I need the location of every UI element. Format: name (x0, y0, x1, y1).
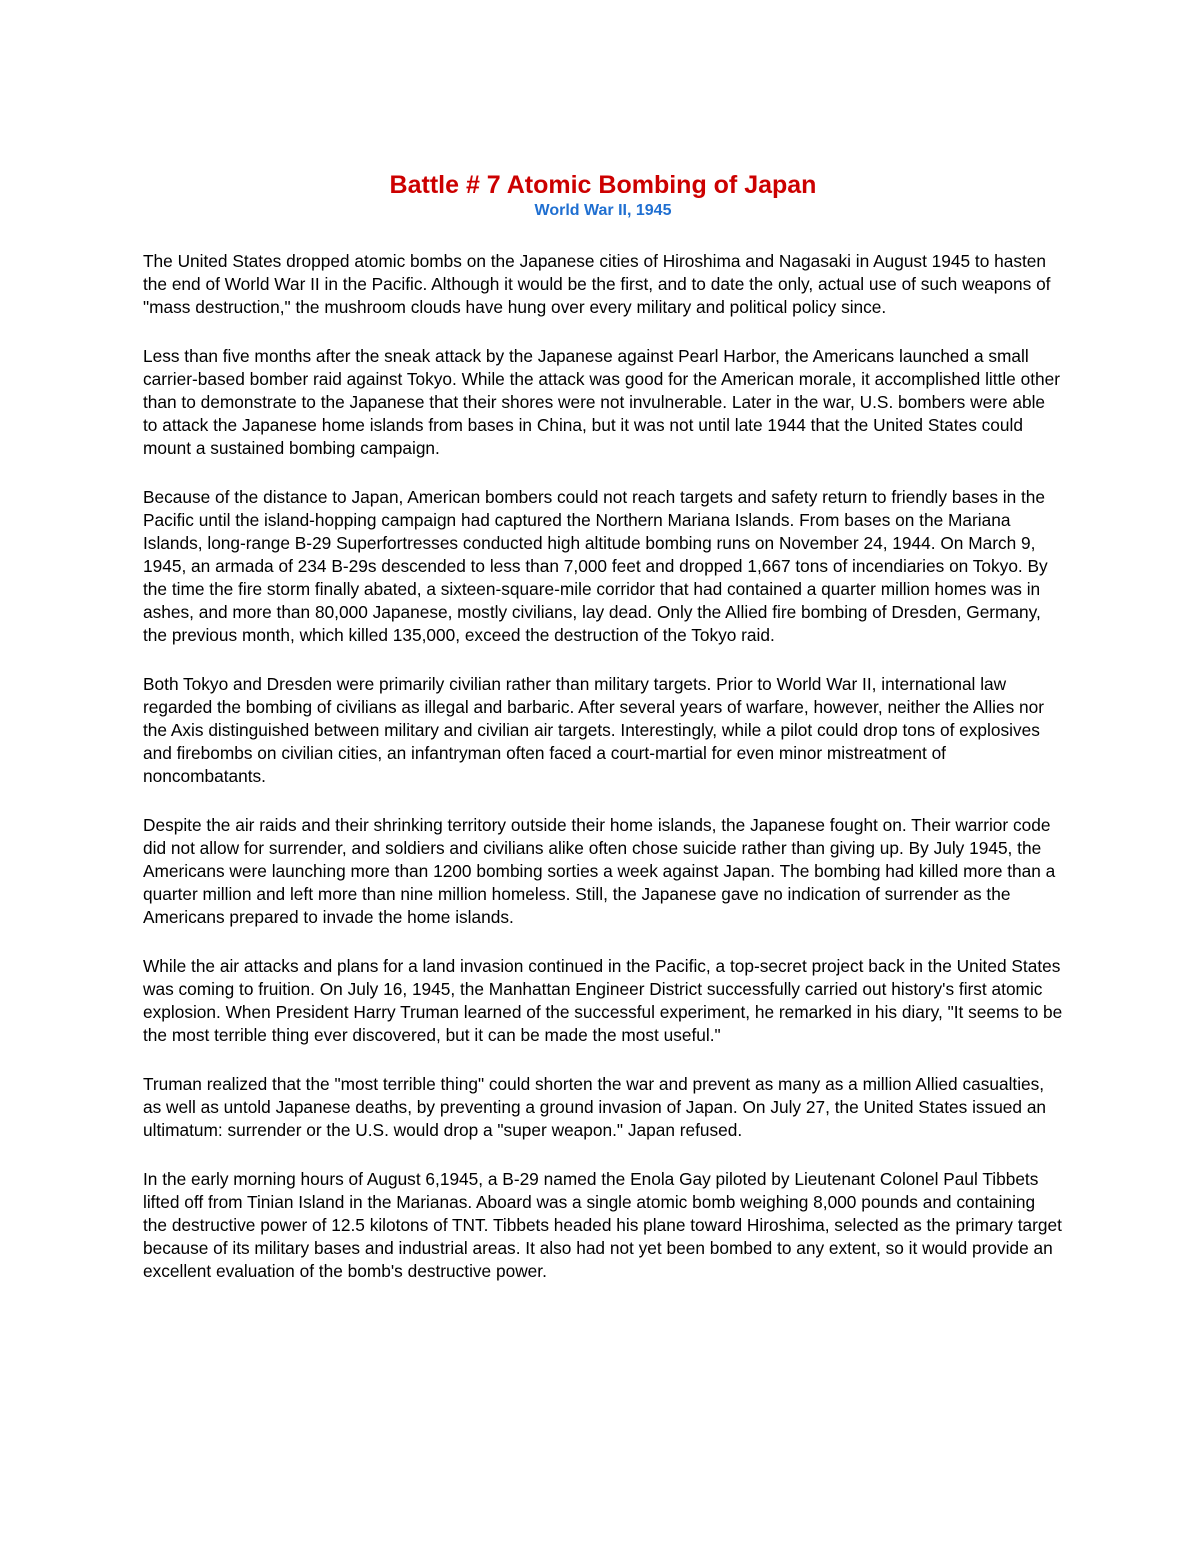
paragraph: In the early morning hours of August 6,1945, a B-29 named the Enola Gay piloted by Lieutenant Colonel Paul Tibbets lifted off from Tinian Island in the Marianas. Aboard was a single atomic bomb weighing 8,000 pounds and containing the destructive power of 12.5 kilotons of TNT. Tibbets headed his plane toward Hiroshima, selected as the primary target because of its military bases and industrial areas. It also had not yet been bombed to any extent, so it would provide an excellent evaluation of the bomb's destructive power. (143, 1169, 1062, 1281)
paragraph: While the air attacks and plans for a land invasion continued in the Pacific, a top-secret project back in the United States was coming to fruition. On July 16, 1945, the Manhattan Engineer District successfully carried out history's first atomic explosion. When President Harry Truman learned of the successful experiment, he remarked in his diary, "It seems to be the most terrible thing ever discovered, but it can be made the most useful." (143, 956, 1063, 1045)
paragraph: Less than five months after the sneak attack by the Japanese against Pearl Harbor, the Americans launched a small carrier-based bomber raid against Tokyo. While the attack was good for the American morale, it accomplished little other than to demonstrate to the Japanese that their shores were not invulnerable. Later in the war, U.S. bombers were able to attack the Japanese home islands from bases in China, but it was not until late 1944 that the United States could mount a sustained bombing campaign. (143, 346, 1060, 458)
document-body (143, 250, 1063, 1283)
document-subtitle: World War II, 1945 (534, 202, 672, 219)
paragraph: Both Tokyo and Dresden were primarily civilian rather than military targets. Prior to World War II, international law regarded the bombing of civilians as illegal and barbaric. After several years of warfare, however, neither the Allies nor the Axis distinguished between military and civilian air targets. Interestingly, while a pilot could drop tons of explosives and firebombs on civilian cities, an infantryman often faced a court-martial for even minor mistreatment of noncombatants. (143, 674, 1045, 786)
paragraph: The United States dropped atomic bombs on the Japanese cities of Hiroshima and Nagasaki in August 1945 to hasten the end of World War II in the Pacific. Although it would be the first, and to date the only, actual use of such weapons of "mass destruction," the mushroom clouds have hung over every military and political policy since. (143, 251, 1051, 317)
paragraph: Truman realized that the "most terrible thing" could shorten the war and prevent as many as a million Allied casualties, as well as untold Japanese deaths, by preventing a ground invasion of Japan. On July 27, the United States issued an ultimatum: surrender or the U.S. would drop a "super weapon." Japan refused. (143, 1074, 1047, 1140)
document-content (143, 170, 1063, 1309)
document-title: Battle # 7 Atomic Bombing of Japan (389, 171, 817, 199)
paragraph: Despite the air raids and their shrinking territory outside their home islands, the Japanese fought on. Their warrior code did not allow for surrender, and soldiers and civilians alike often chose suicide rather than giving up. By July 1945, the Americans were launching more than 1200 bombing sorties a week against Japan. The bombing had killed more than a quarter million and left more than nine million homeless. Still, the Japanese gave no indication of surrender as the Americans prepared to invade the home islands. (143, 815, 1056, 927)
paragraph: Because of the distance to Japan, American bombers could not reach targets and safety return to friendly bases in the Pacific until the island-hopping campaign had captured the Northern Mariana Islands. From bases on the Mariana Islands, long-range B-29 Superfortresses conducted high altitude bombing runs on November 24, 1944. On March 9, 1945, an armada of 234 B-29s descended to less than 7,000 feet and dropped 1,667 tons of incendiaries on Tokyo. By the time the fire storm finally abated, a sixteen-square-mile corridor that had contained a quarter million homes was in ashes, and more than 80,000 Japanese, mostly civilians, lay dead. Only the Allied fire bombing of Dresden, Germany, the previous month, which killed 135,000, exceed the destruction of the Tokyo raid. (143, 487, 1048, 645)
